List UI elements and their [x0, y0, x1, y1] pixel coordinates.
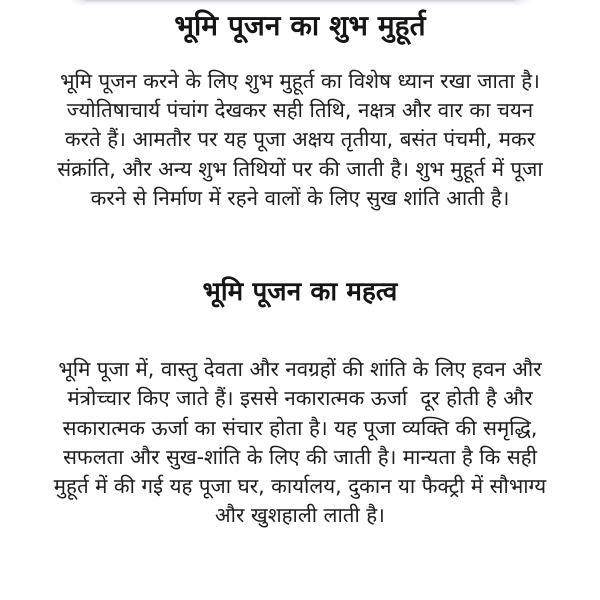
section-paragraph-mahatva: भूमि पूजा में, वास्तु देवता और नवग्रहों की शांति के लिए हवन और मंत्रोच्चार किए जाते हैं। इससे नकारात्मक ऊर्जा दूर होती है और सकारात्मक ऊर्जा का संचार होता है। यह पूजा व्यक्ति की समृद्धि, सफलता और सुख-शांति के लिए की जाती है। मान्यता है कि सही मुहूर्त में की गई यह पूजा घर, कार्यालय, दुकान या फैक्ट्री में सौभाग्य और खुशहाली लाती है। [53, 357, 553, 528]
spacer-paragraph-to-heading [0, 213, 600, 275]
section-paragraph-muhurat: भूमि पूजन करने के लिए शुभ मुहूर्त का विशेष ध्यान रखा जाता है। ज्योतिषाचार्य पंचांग देखकर सही तिथि, नक्षत्र और वार का चयन करते हैं। आमतौर पर यह पूजा अक्षय तृतीया, बसंत पंचमी, मकर संक्रांति, और अन्य शुभ तिथियों पर की जाती है। शुभ मुहूर्त में पूजा करने से निर्माण में रहने वालों के लिए सुख शांति आती है। [57, 68, 550, 210]
spacer-heading2-to-paragraph [0, 309, 600, 355]
section-heading-muhurat: भूमि पूजन का शुभ मुहूर्त [174, 9, 426, 42]
spacer-heading-to-paragraph [0, 45, 600, 67]
section-heading-mahatva: भूमि पूजन का महत्व [202, 276, 398, 307]
